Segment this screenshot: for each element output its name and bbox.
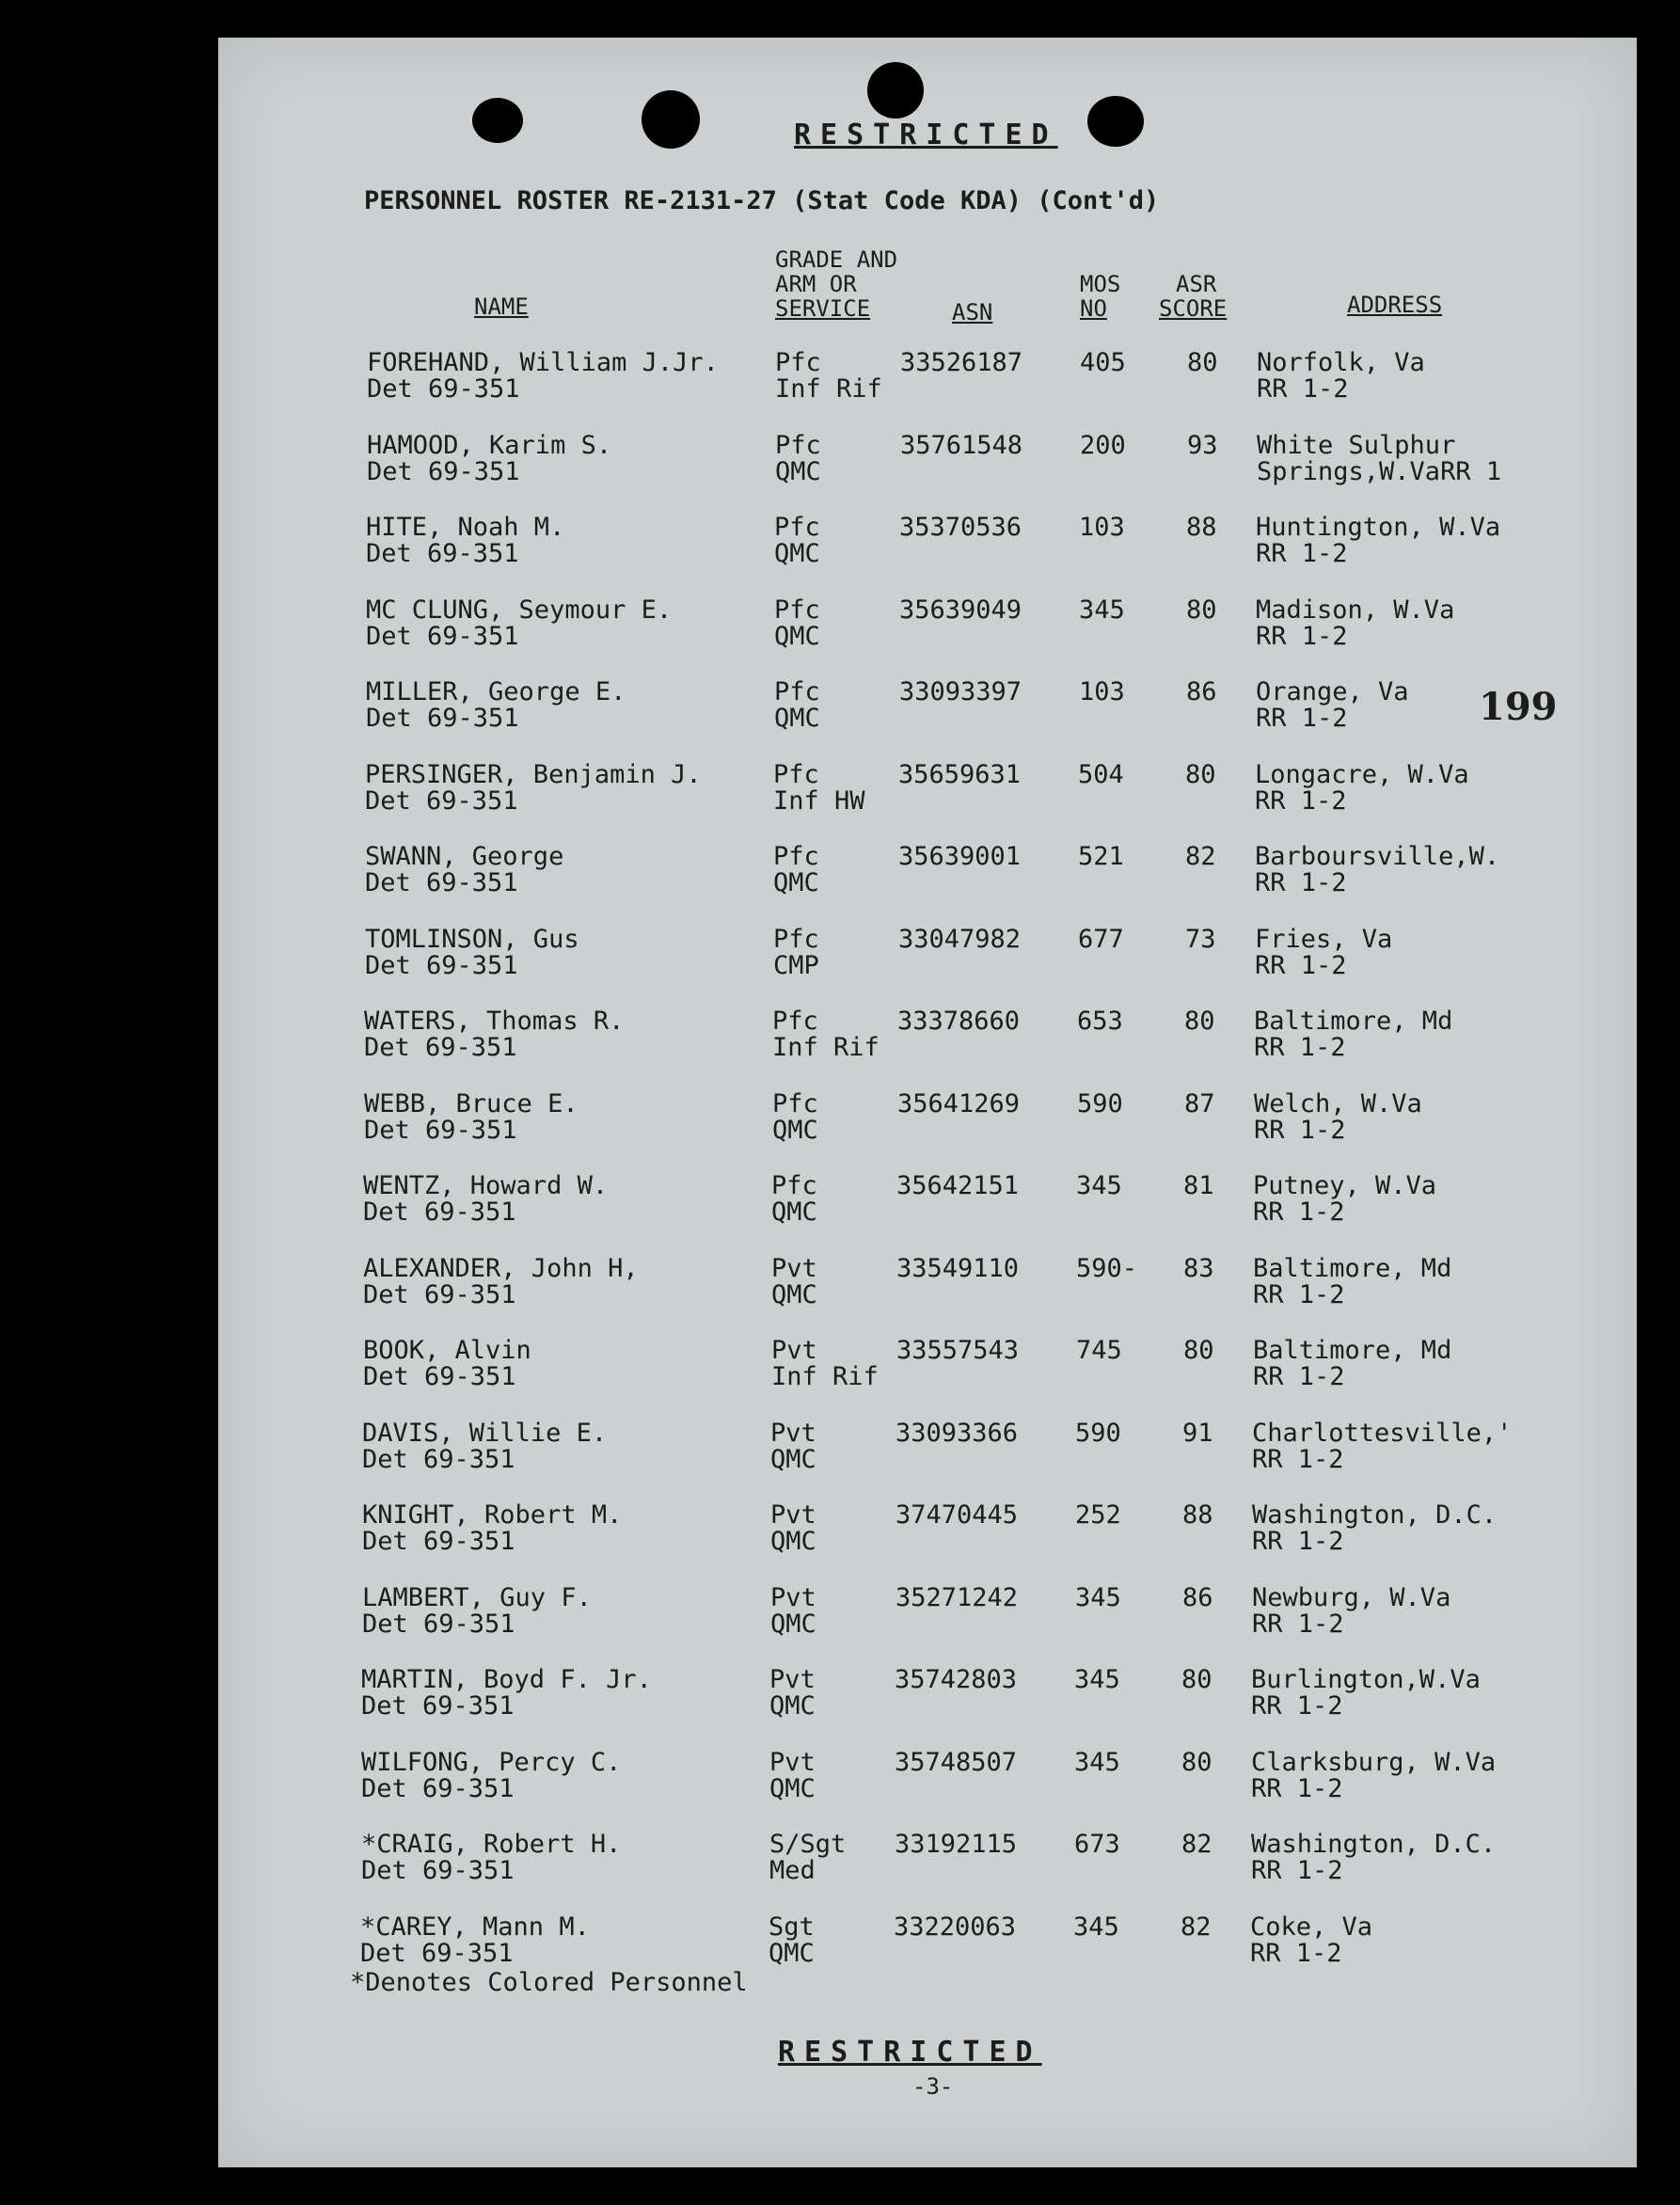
address-line2-cell: RR 1-2 bbox=[1255, 785, 1347, 816]
address-line1-cell: Longacre, W.Va bbox=[1255, 759, 1469, 789]
asn-cell: 33192115 bbox=[895, 1830, 1018, 1859]
asr-cell: 80 bbox=[1181, 1665, 1212, 1694]
address-line2-cell: RR 1-2 bbox=[1251, 1773, 1343, 1803]
table-row bbox=[214, 1582, 1625, 1642]
header-mos-line1: MOS bbox=[1080, 271, 1121, 297]
name-cell: KNIGHT, Robert M. bbox=[362, 1500, 623, 1530]
address-line1-cell: Barboursville,W. bbox=[1255, 842, 1500, 871]
table-row bbox=[217, 515, 1628, 571]
asn-cell: 33378660 bbox=[897, 1007, 1021, 1036]
table-row bbox=[214, 1338, 1625, 1394]
address-line2-cell: RR 1-2 bbox=[1255, 950, 1347, 980]
mos-cell: 345 bbox=[1074, 1747, 1120, 1777]
unit-cell: Det 69-351 bbox=[361, 1773, 515, 1803]
address-line2-cell: RR 1-2 bbox=[1257, 374, 1349, 404]
grade-cell: Pfc bbox=[774, 513, 820, 542]
mos-cell: 653 bbox=[1077, 1007, 1123, 1036]
mos-cell: 590 bbox=[1075, 1418, 1121, 1448]
unit-cell: Det 69-351 bbox=[363, 1198, 516, 1227]
header-asr-line1: ASR bbox=[1176, 271, 1217, 297]
arm-cell: QMC bbox=[773, 868, 819, 897]
name-cell: HAMOOD, Karim S. bbox=[367, 430, 612, 460]
name-cell: MC CLUNG, Seymour E. bbox=[366, 595, 673, 625]
table-row bbox=[215, 1008, 1626, 1065]
table-row bbox=[214, 1420, 1625, 1477]
asr-cell: 81 bbox=[1183, 1171, 1214, 1200]
name-cell: FOREHAND, William J.Jr. bbox=[367, 348, 719, 377]
asr-cell: 82 bbox=[1185, 842, 1216, 871]
address-line2-cell: RR 1-2 bbox=[1251, 1691, 1343, 1721]
mos-cell: 103 bbox=[1079, 677, 1125, 706]
arm-cell: Inf Rif bbox=[775, 374, 882, 404]
asn-cell: 33093397 bbox=[899, 677, 1022, 706]
asr-cell: 88 bbox=[1182, 1500, 1213, 1530]
table-row bbox=[213, 1667, 1624, 1723]
arm-cell: QMC bbox=[770, 1527, 816, 1556]
unit-cell: Det 69-351 bbox=[362, 1609, 515, 1639]
asn-cell: 33526187 bbox=[900, 348, 1023, 377]
arm-cell: Inf Rif bbox=[771, 1362, 879, 1391]
header-mos-line2: NO bbox=[1080, 295, 1107, 322]
asn-cell: 35271242 bbox=[895, 1582, 1019, 1612]
asn-cell: 35761548 bbox=[900, 430, 1023, 460]
table-row bbox=[217, 597, 1628, 654]
asn-cell: 33557543 bbox=[896, 1336, 1020, 1365]
address-line1-cell: Washington, D.C. bbox=[1251, 1830, 1497, 1859]
header-grade-line1: GRADE AND bbox=[775, 246, 898, 273]
grade-cell: Pvt bbox=[771, 1336, 817, 1365]
table-row bbox=[216, 924, 1627, 983]
address-line1-cell: Fries, Va bbox=[1255, 924, 1393, 954]
name-cell: WILFONG, Percy C. bbox=[361, 1747, 622, 1777]
header-grade-line3: SERVICE bbox=[775, 295, 871, 322]
mos-cell: 673 bbox=[1074, 1830, 1120, 1859]
address-line2-cell: RR 1-2 bbox=[1252, 1444, 1344, 1474]
mos-cell: 345 bbox=[1079, 595, 1125, 625]
unit-cell: Det 69-351 bbox=[361, 1691, 515, 1721]
asr-cell: 87 bbox=[1184, 1088, 1215, 1118]
arm-cell: QMC bbox=[774, 539, 820, 568]
address-line1-cell: Putney, W.Va bbox=[1253, 1171, 1437, 1200]
document-page bbox=[218, 38, 1637, 2167]
asn-cell: 37470445 bbox=[895, 1500, 1019, 1530]
address-line1-cell: Burlington,W.Va bbox=[1251, 1665, 1481, 1694]
grade-cell: Pvt bbox=[769, 1747, 816, 1777]
unit-cell: Det 69-351 bbox=[365, 950, 518, 980]
unit-cell: Det 69-351 bbox=[360, 1938, 514, 1968]
unit-cell: Det 69-351 bbox=[361, 1856, 515, 1885]
address-line2-cell: RR 1-2 bbox=[1256, 704, 1348, 733]
address-line1-cell: White Sulphur bbox=[1257, 430, 1456, 460]
grade-cell: Pfc bbox=[773, 924, 819, 954]
name-cell: *CAREY, Mann M. bbox=[360, 1912, 590, 1942]
mos-cell: 345 bbox=[1075, 1582, 1121, 1612]
name-cell: TOMLINSON, Gus bbox=[365, 924, 579, 954]
header-grade-line2: ARM OR bbox=[775, 271, 857, 297]
name-cell: PERSINGER, Benjamin J. bbox=[365, 759, 702, 789]
address-line1-cell: Huntington, W.Va bbox=[1256, 513, 1501, 542]
address-line2-cell: RR 1-2 bbox=[1256, 539, 1348, 568]
arm-cell: QMC bbox=[769, 1773, 816, 1803]
mos-cell: 504 bbox=[1078, 759, 1124, 789]
asn-cell: 33093366 bbox=[895, 1418, 1019, 1448]
header-asn: ASN bbox=[952, 299, 993, 325]
address-line1-cell: Baltimore, Md bbox=[1254, 1007, 1453, 1036]
grade-cell: Pvt bbox=[770, 1582, 816, 1612]
address-line2-cell: RR 1-2 bbox=[1252, 1527, 1344, 1556]
mos-cell: 521 bbox=[1078, 842, 1124, 871]
page-number-stamp: 199 bbox=[1479, 685, 1558, 729]
grade-cell: Pfc bbox=[774, 677, 820, 706]
asn-cell: 35639001 bbox=[898, 842, 1022, 871]
name-cell: BOOK, Alvin bbox=[363, 1336, 531, 1365]
asn-cell: 33047982 bbox=[898, 924, 1022, 954]
table-row bbox=[217, 679, 1628, 736]
asr-cell: 73 bbox=[1185, 924, 1216, 954]
name-cell: HITE, Noah M. bbox=[366, 513, 565, 542]
address-line2-cell: Springs,W.VaRR 1 bbox=[1257, 456, 1502, 486]
table-row bbox=[214, 1173, 1625, 1229]
arm-cell: QMC bbox=[775, 456, 821, 486]
table-row bbox=[213, 1832, 1624, 1888]
arm-cell: Inf Rif bbox=[772, 1033, 880, 1062]
name-cell: ALEXANDER, John H, bbox=[363, 1253, 639, 1283]
grade-cell: Pfc bbox=[772, 1007, 818, 1036]
mos-cell: 345 bbox=[1074, 1665, 1120, 1694]
table-row bbox=[218, 430, 1629, 489]
asn-cell: 35641269 bbox=[897, 1088, 1021, 1118]
unit-cell: Det 69-351 bbox=[364, 1033, 517, 1062]
header-address: ADDRESS bbox=[1347, 292, 1443, 318]
mos-cell: 745 bbox=[1076, 1336, 1122, 1365]
grade-cell: Sgt bbox=[769, 1912, 815, 1942]
arm-cell: QMC bbox=[772, 1115, 818, 1145]
address-line1-cell: Norfolk, Va bbox=[1257, 348, 1425, 377]
grade-cell: Pfc bbox=[775, 348, 821, 377]
mos-cell: 345 bbox=[1073, 1912, 1119, 1942]
address-line2-cell: RR 1-2 bbox=[1253, 1198, 1345, 1227]
unit-cell: Det 69-351 bbox=[364, 1115, 517, 1145]
grade-cell: Pvt bbox=[770, 1500, 816, 1530]
restricted-stamp-bottom: RESTRICTED bbox=[778, 2036, 1042, 2069]
mos-cell: 590- bbox=[1076, 1253, 1138, 1283]
asr-cell: 80 bbox=[1187, 348, 1218, 377]
asr-cell: 91 bbox=[1182, 1418, 1213, 1448]
table-row bbox=[213, 1747, 1624, 1806]
grade-cell: Pvt bbox=[769, 1665, 816, 1694]
unit-cell: Det 69-351 bbox=[362, 1444, 515, 1474]
address-line2-cell: RR 1-2 bbox=[1254, 1115, 1346, 1145]
asr-cell: 80 bbox=[1185, 759, 1216, 789]
asn-cell: 33549110 bbox=[896, 1253, 1020, 1283]
asn-cell: 35370536 bbox=[899, 513, 1022, 542]
asr-cell: 83 bbox=[1183, 1253, 1214, 1283]
asr-cell: 80 bbox=[1184, 1007, 1215, 1036]
address-line2-cell: RR 1-2 bbox=[1253, 1362, 1345, 1391]
name-cell: MILLER, George E. bbox=[366, 677, 626, 706]
footnote: *Denotes Colored Personnel bbox=[350, 1968, 748, 1997]
asr-cell: 80 bbox=[1181, 1747, 1212, 1777]
address-line1-cell: Baltimore, Md bbox=[1253, 1253, 1452, 1283]
table-row bbox=[214, 1502, 1625, 1559]
unit-cell: Det 69-351 bbox=[367, 374, 520, 404]
grade-cell: Pfc bbox=[771, 1171, 817, 1200]
mos-cell: 677 bbox=[1078, 924, 1124, 954]
punch-hole bbox=[472, 98, 523, 143]
address-line2-cell: RR 1-2 bbox=[1254, 1033, 1346, 1062]
asr-cell: 80 bbox=[1183, 1336, 1214, 1365]
table-row bbox=[216, 844, 1627, 900]
address-line1-cell: Washington, D.C. bbox=[1252, 1500, 1498, 1530]
address-line2-cell: RR 1-2 bbox=[1251, 1856, 1343, 1885]
unit-cell: Det 69-351 bbox=[365, 785, 518, 816]
arm-cell: QMC bbox=[774, 621, 820, 651]
address-line2-cell: RR 1-2 bbox=[1252, 1609, 1344, 1639]
mos-cell: 345 bbox=[1076, 1171, 1122, 1200]
arm-cell: CMP bbox=[773, 950, 819, 980]
table-row bbox=[218, 350, 1629, 406]
punch-hole bbox=[867, 62, 924, 119]
unit-cell: Det 69-351 bbox=[362, 1527, 515, 1556]
asr-cell: 93 bbox=[1187, 430, 1218, 460]
mos-cell: 103 bbox=[1079, 513, 1125, 542]
asr-cell: 82 bbox=[1181, 1912, 1212, 1942]
asn-cell: 35742803 bbox=[895, 1665, 1018, 1694]
grade-cell: Pfc bbox=[772, 1088, 818, 1118]
address-line1-cell: Orange, Va bbox=[1256, 677, 1409, 706]
address-line1-cell: Newburg, W.Va bbox=[1252, 1582, 1451, 1612]
unit-cell: Det 69-351 bbox=[363, 1362, 516, 1391]
punch-hole bbox=[642, 90, 700, 149]
header-asr-line2: SCORE bbox=[1159, 295, 1228, 322]
restricted-stamp-top: RESTRICTED bbox=[794, 119, 1058, 151]
address-line2-cell: RR 1-2 bbox=[1250, 1938, 1342, 1968]
punch-hole bbox=[1087, 96, 1144, 147]
name-cell: WATERS, Thomas R. bbox=[364, 1007, 625, 1036]
asr-cell: 88 bbox=[1186, 513, 1217, 542]
grade-cell: S/Sgt bbox=[769, 1830, 847, 1859]
arm-cell: QMC bbox=[770, 1609, 816, 1639]
asr-cell: 86 bbox=[1186, 677, 1217, 706]
unit-cell: Det 69-351 bbox=[363, 1279, 516, 1309]
table-row bbox=[214, 1253, 1625, 1312]
grade-cell: Pfc bbox=[774, 595, 820, 625]
roster-title: PERSONNEL ROSTER RE-2131-27 (Stat Code KDA) (Cont'd) bbox=[364, 186, 1160, 215]
arm-cell: QMC bbox=[771, 1198, 817, 1227]
table-row bbox=[216, 759, 1627, 818]
address-line2-cell: RR 1-2 bbox=[1256, 621, 1348, 651]
address-line1-cell: Madison, W.Va bbox=[1256, 595, 1455, 625]
name-cell: *CRAIG, Robert H. bbox=[361, 1830, 622, 1859]
asn-cell: 35659631 bbox=[898, 759, 1022, 789]
grade-cell: Pvt bbox=[770, 1418, 816, 1448]
arm-cell: QMC bbox=[771, 1279, 817, 1309]
name-cell: MARTIN, Boyd F. Jr. bbox=[361, 1665, 652, 1694]
grade-cell: Pfc bbox=[773, 759, 819, 789]
asr-cell: 80 bbox=[1186, 595, 1217, 625]
asr-cell: 82 bbox=[1181, 1830, 1212, 1859]
address-line1-cell: Clarksburg, W.Va bbox=[1251, 1747, 1497, 1777]
table-row bbox=[212, 1914, 1623, 1971]
unit-cell: Det 69-351 bbox=[367, 456, 520, 486]
grade-cell: Pvt bbox=[771, 1253, 817, 1283]
name-cell: WEBB, Bruce E. bbox=[364, 1088, 578, 1118]
unit-cell: Det 69-351 bbox=[366, 704, 519, 733]
address-line1-cell: Coke, Va bbox=[1250, 1912, 1373, 1942]
address-line1-cell: Charlottesville,' bbox=[1252, 1418, 1513, 1448]
arm-cell: QMC bbox=[769, 1691, 816, 1721]
name-cell: DAVIS, Willie E. bbox=[362, 1418, 608, 1448]
address-line1-cell: Welch, W.Va bbox=[1254, 1088, 1422, 1118]
name-cell: SWANN, George bbox=[365, 842, 564, 871]
arm-cell: QMC bbox=[774, 704, 820, 733]
mos-cell: 252 bbox=[1075, 1500, 1121, 1530]
mos-cell: 200 bbox=[1080, 430, 1126, 460]
arm-cell: QMC bbox=[769, 1938, 815, 1968]
arm-cell: Med bbox=[769, 1856, 816, 1885]
arm-cell: Inf HW bbox=[773, 785, 865, 816]
grade-cell: Pfc bbox=[773, 842, 819, 871]
name-cell: LAMBERT, Guy F. bbox=[362, 1582, 592, 1612]
unit-cell: Det 69-351 bbox=[366, 621, 519, 651]
mos-cell: 590 bbox=[1077, 1088, 1123, 1118]
table-row bbox=[215, 1088, 1626, 1148]
unit-cell: Det 69-351 bbox=[366, 539, 519, 568]
page-number: -3- bbox=[912, 2073, 954, 2100]
grade-cell: Pfc bbox=[775, 430, 821, 460]
asn-cell: 35748507 bbox=[895, 1747, 1018, 1777]
mos-cell: 405 bbox=[1080, 348, 1126, 377]
address-line1-cell: Baltimore, Md bbox=[1253, 1336, 1452, 1365]
header-name: NAME bbox=[474, 293, 529, 320]
name-cell: WENTZ, Howard W. bbox=[363, 1171, 609, 1200]
arm-cell: QMC bbox=[770, 1444, 816, 1474]
address-line2-cell: RR 1-2 bbox=[1253, 1279, 1345, 1309]
unit-cell: Det 69-351 bbox=[365, 868, 518, 897]
address-line2-cell: RR 1-2 bbox=[1255, 868, 1347, 897]
asn-cell: 35642151 bbox=[896, 1171, 1020, 1200]
asn-cell: 33220063 bbox=[894, 1912, 1017, 1942]
asr-cell: 86 bbox=[1182, 1582, 1213, 1612]
asn-cell: 35639049 bbox=[899, 595, 1022, 625]
